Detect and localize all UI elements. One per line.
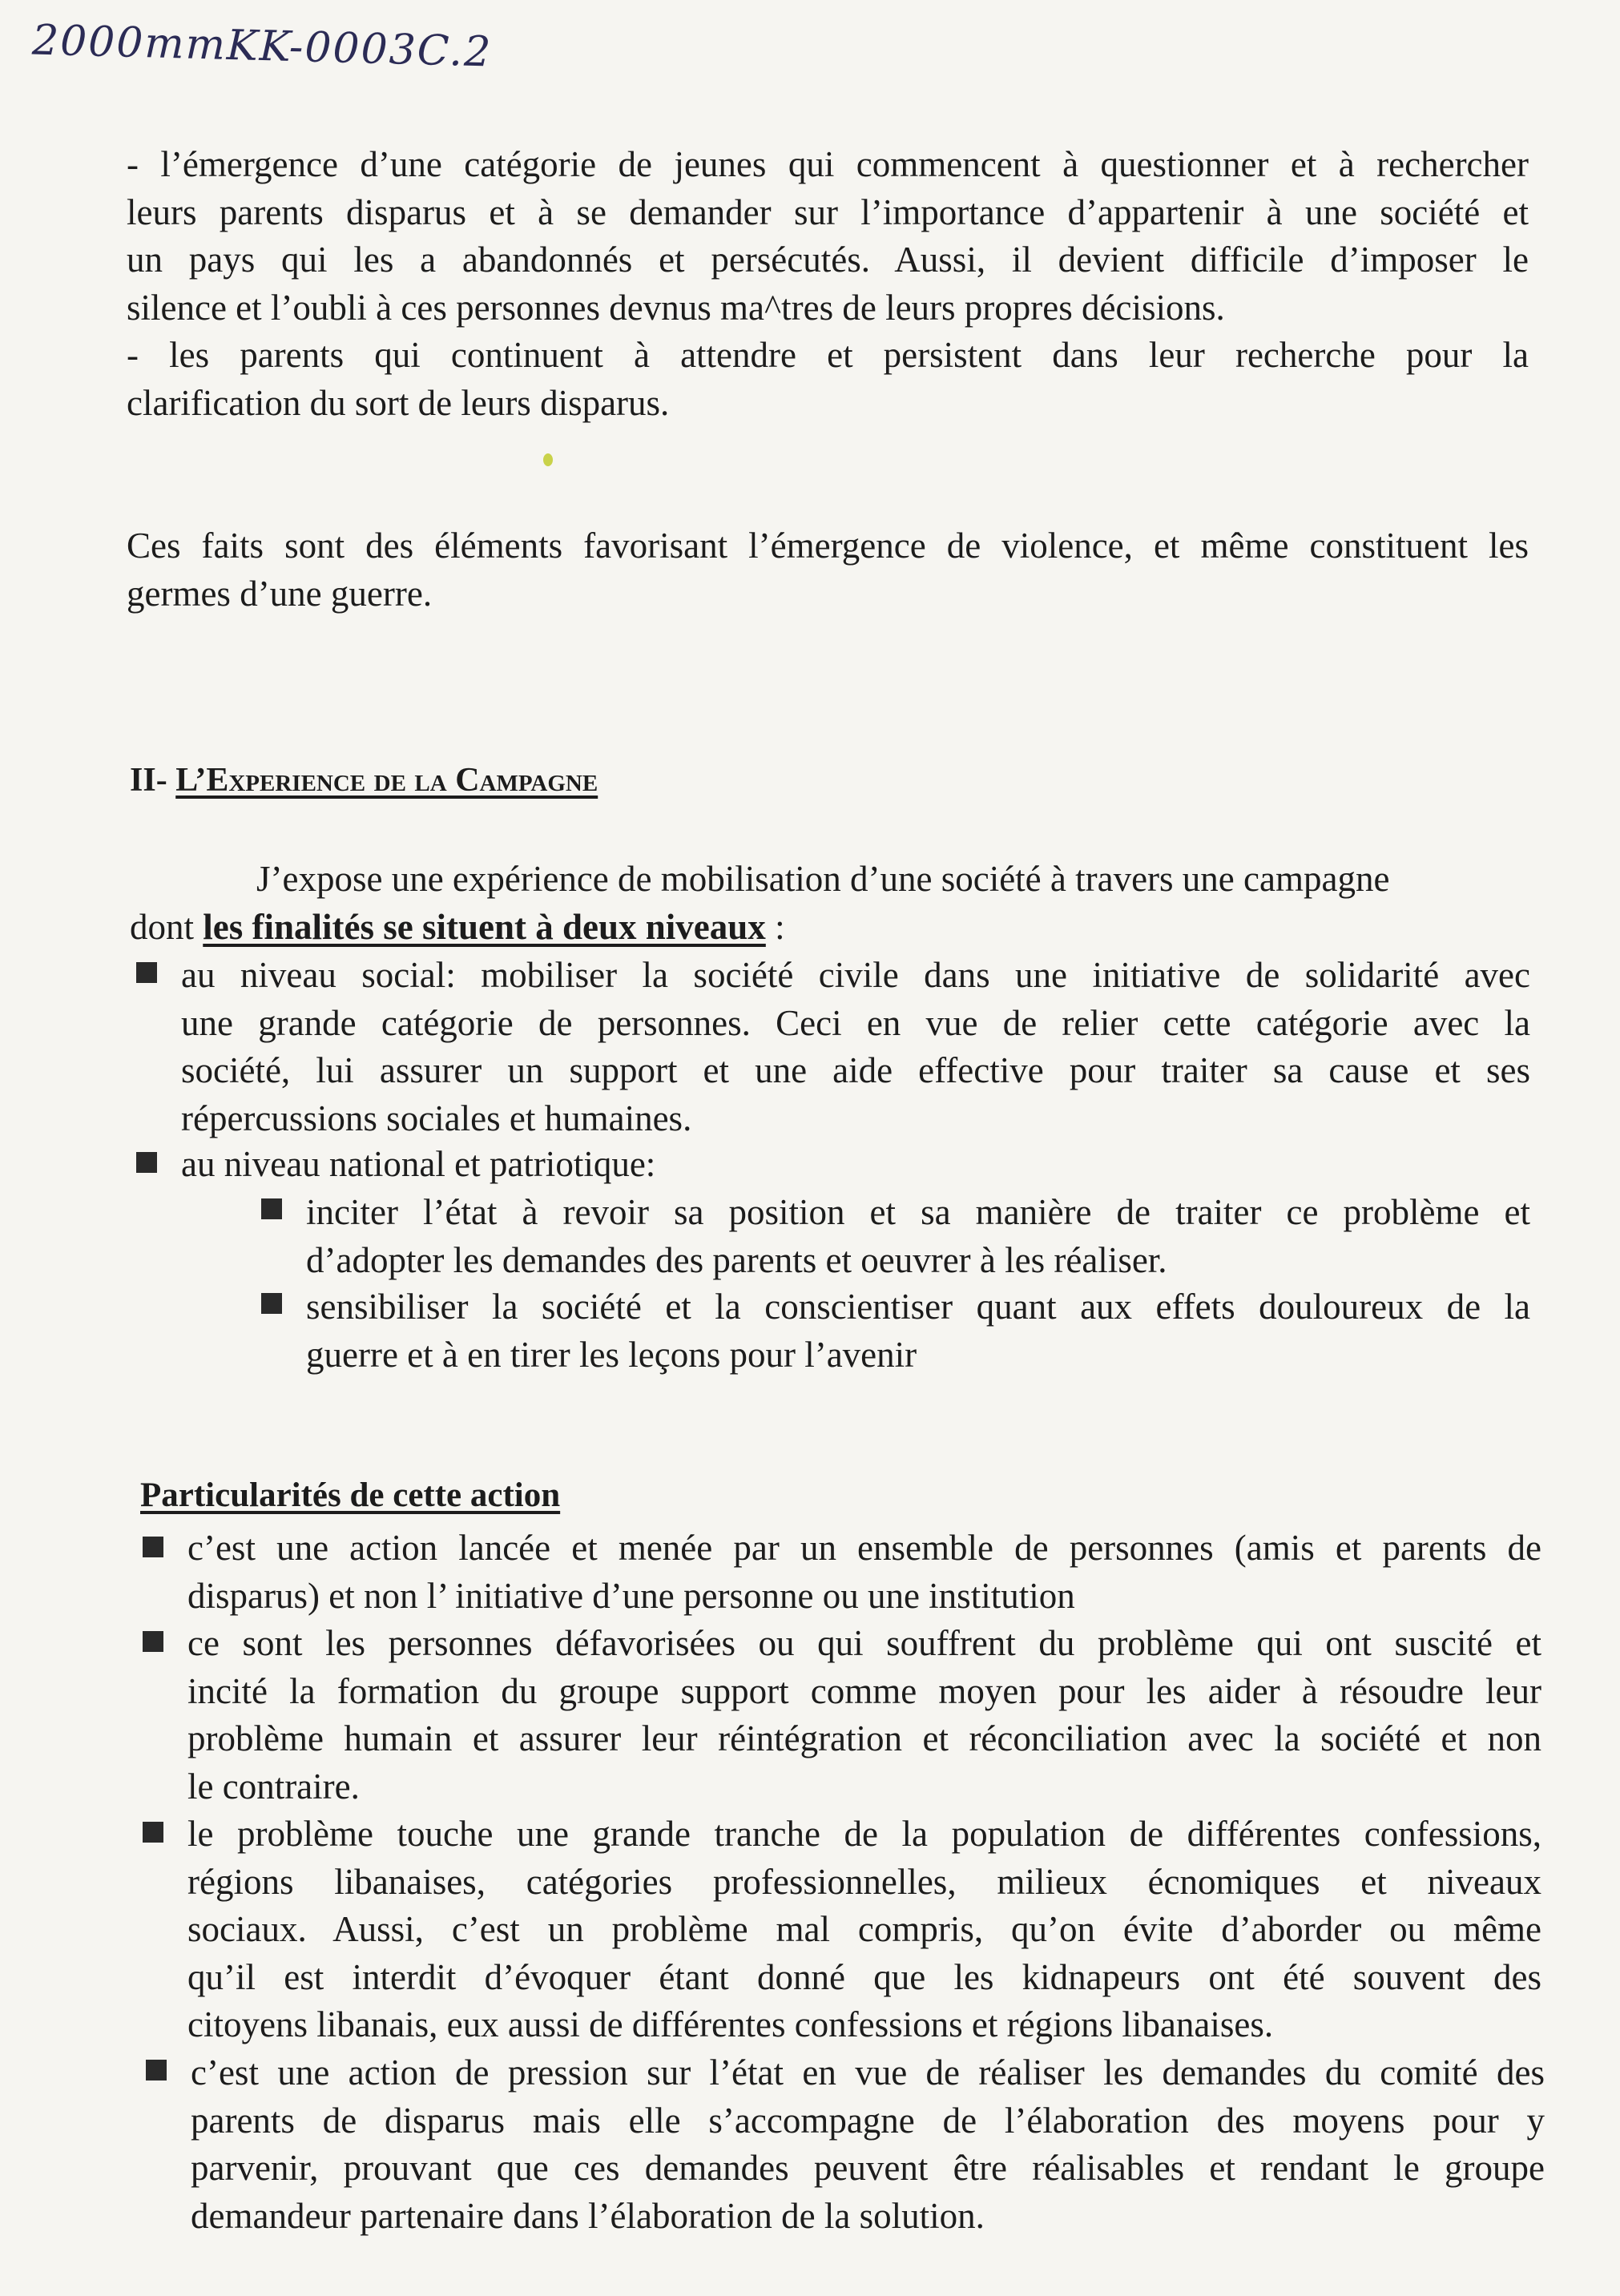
text-line: parents de disparus mais elle s’accompagne de l’élaboration des moyens pour y xyxy=(191,2100,1545,2141)
square-bullet-icon xyxy=(143,1822,163,1843)
intro-paragraph-1 xyxy=(127,141,1529,332)
square-bullet-icon xyxy=(136,1152,157,1173)
sub-bullet-inciter xyxy=(306,1189,1530,1284)
text-line: répercussions sociales et humaines. xyxy=(181,1098,692,1138)
text-line: leurs parents disparus et à se demander sur l’importance d’appartenir à une société et xyxy=(127,191,1529,232)
bullet-social xyxy=(181,952,1530,1142)
text-line: sociaux. Aussi, c’est un problème mal compris, qu’on évite d’aborder ou même xyxy=(187,1909,1541,1949)
text-line: ce sont les personnes défavorisées ou qui souffrent du problème qui ont suscité et xyxy=(187,1623,1541,1663)
text-line: - l’émergence d’une catégorie de jeunes qui commencent à questionner et à rechercher xyxy=(127,144,1529,184)
stray-mark xyxy=(543,453,553,466)
particularites-heading: Particularités de cette action xyxy=(140,1476,561,1514)
text-line: qu’il est interdit d’évoquer étant donné que les kidnapeurs ont été souvent des xyxy=(187,1956,1541,1997)
text-line: le problème touche une grande tranche de la population de différentes confessions, xyxy=(187,1814,1541,1854)
text-fragment: : xyxy=(765,907,785,947)
text-line: demandeur partenaire dans l’élaboration de la solution. xyxy=(191,2195,985,2236)
text-line: clarification du sort de leurs disparus. xyxy=(127,382,670,423)
square-bullet-icon xyxy=(146,2060,167,2080)
text-line: au niveau social: mobiliser la société civile dans une initiative de solidarité avec xyxy=(181,955,1530,995)
section-intro-line-1 xyxy=(256,856,1530,904)
section-heading xyxy=(130,761,598,800)
square-bullet-icon xyxy=(143,1631,163,1652)
particularite-item-3 xyxy=(187,1811,1541,2049)
particularite-item-4 xyxy=(191,2049,1545,2240)
square-bullet-icon xyxy=(136,962,157,983)
text-line: un pays qui les a abandonnés et persécutés. Aussi, il devient difficile d’imposer le xyxy=(127,240,1529,280)
section-title: L’Experience de la Campagne xyxy=(175,762,598,799)
text-line: le contraire. xyxy=(187,1766,360,1807)
text-fragment: dont xyxy=(130,907,204,947)
text-line: - les parents qui continuent à attendre et persistent dans leur recherche pour la xyxy=(127,335,1529,375)
text-line: régions libanaises, catégories professionnelles, milieux écnomiques et niveaux xyxy=(187,1861,1541,1902)
particularite-item-1 xyxy=(187,1525,1541,1620)
text-line: problème humain et assurer leur réintégration et réconciliation avec la société et non xyxy=(187,1718,1541,1758)
particularite-item-2 xyxy=(187,1620,1541,1811)
square-bullet-icon xyxy=(261,1293,282,1314)
text-line: germes d’une guerre. xyxy=(127,573,433,614)
text-line: sensibiliser la société et la conscientiser quant aux effets douloureux de la xyxy=(306,1287,1530,1327)
text-line: Ces faits sont des éléments favorisant l’émergence de violence, et même constituent les xyxy=(127,526,1529,566)
text-line: silence et l’oubli à ces personnes devnus ma^tres de leurs propres décisions. xyxy=(127,287,1225,328)
text-line: parvenir, prouvant que ces demandes peuvent être réalisables et rendant le groupe xyxy=(191,2148,1545,2188)
text-line: c’est une action lancée et menée par un ensemble de personnes (amis et parents de xyxy=(187,1528,1541,1568)
text-line: une grande catégorie de personnes. Ceci en vue de relier cette catégorie avec la xyxy=(181,1002,1530,1043)
emphasis-text: les finalités se situent à deux niveaux xyxy=(203,907,766,947)
square-bullet-icon xyxy=(143,1537,163,1557)
section-number: II- xyxy=(130,762,167,799)
handwritten-annotation: 2000mmKK-0003C.2 xyxy=(31,16,494,77)
conclusion-paragraph xyxy=(127,522,1529,618)
text-line: incité la formation du groupe support comme moyen pour les aider à résoudre leur xyxy=(187,1670,1541,1711)
text-line: inciter l’état à revoir sa position et sa manière de traiter ce problème et xyxy=(306,1192,1530,1232)
intro-paragraph-2 xyxy=(127,332,1529,427)
sub-bullet-sensibiliser xyxy=(306,1283,1530,1379)
text-line: guerre et à en tirer les leçons pour l’avenir xyxy=(306,1334,917,1375)
text-line: d’adopter les demandes des parents et oeuvrer à les réaliser. xyxy=(306,1239,1167,1280)
bullet-national xyxy=(181,1141,1530,1189)
text-line: au niveau national et patriotique: xyxy=(181,1144,656,1184)
square-bullet-icon xyxy=(261,1198,282,1219)
text-line: disparus) et non l’ initiative d’une personne ou une institution xyxy=(187,1575,1075,1616)
text-line: société, lui assurer un support et une aide effective pour traiter sa cause et ses xyxy=(181,1050,1530,1090)
text-line: c’est une action de pression sur l’état en vue de réaliser les demandes du comité des xyxy=(191,2052,1545,2093)
section-intro-line-2 xyxy=(130,904,1532,952)
text-line: J’expose une expérience de mobilisation d’une société à travers une campagne xyxy=(256,859,1390,899)
text-line: citoyens libanais, eux aussi de différentes confessions et régions libanaises. xyxy=(187,2004,1274,2044)
